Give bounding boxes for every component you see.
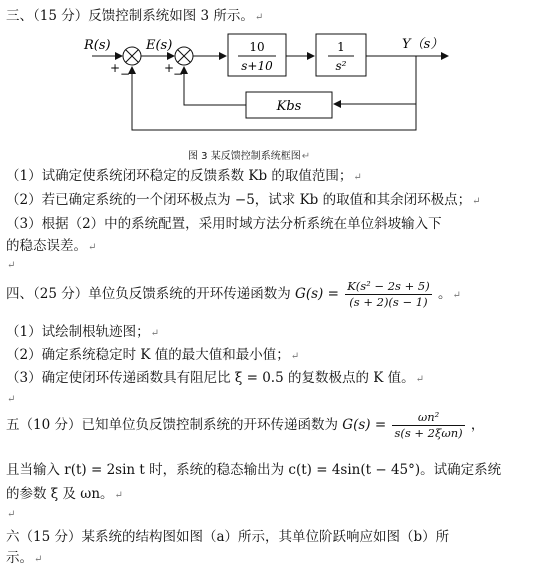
q4-item-3: （3）确定使闭环传递函数具有阻尼比 ξ = 0.5 的复数极点的 K 值。↵ bbox=[6, 370, 425, 386]
output-label: Y（s） bbox=[402, 37, 444, 52]
q4-transfer-function: $\frac{\text{K(s² − 2s + 5)}}{(s + 2)(s - 1)}$ bbox=[347, 279, 430, 309]
q5-line-2: 且当输入 r(t) = 2sin t 时，系统的稳态输出为 c(t) = 4sin(t − 45°)。试确定系统 bbox=[6, 462, 502, 478]
sum1-minus: − bbox=[120, 67, 131, 81]
q3-item-3: （3）根据（2）中的系统配置，采用时域方法分析系统在单位斜坡输入下 bbox=[6, 216, 442, 232]
summing-junction-2 bbox=[175, 47, 193, 65]
figure-caption: 图 3 某反馈控制系统框图↵ bbox=[188, 151, 311, 162]
q5-line-1: 五（10 分）已知单位负反馈控制系统的开环传递函数为 G(s) = $\frac{\text{ωn²}}{\text{s(s + 2ξωn)}}$ ， bbox=[6, 410, 485, 440]
block1-numerator: 10 bbox=[249, 40, 265, 54]
block-diagram bbox=[0, 20, 538, 145]
q5-transfer-function: $\frac{\text{ωn²}}{\text{s(s + 2ξωn)}}$ bbox=[394, 410, 463, 440]
q4-item-1: （1）试绘制根轨迹图；↵ bbox=[6, 324, 159, 340]
blank-line-2: ↵ bbox=[7, 394, 16, 405]
summing-junction-1 bbox=[123, 47, 141, 65]
block1-denominator: s+10 bbox=[241, 59, 273, 73]
sum2-plus: + bbox=[164, 61, 175, 75]
sum1-plus: + bbox=[110, 61, 121, 75]
blank-line: ↵ bbox=[7, 260, 16, 271]
feedback-block-label: Kbs bbox=[276, 99, 302, 114]
q3-item-1: （1）试确定使系统闭环稳定的反馈系数 Kb 的取值范围；↵ bbox=[6, 168, 362, 184]
q3-item-3-cont: 的稳态误差。↵ bbox=[6, 238, 97, 254]
error-label: E(s) bbox=[146, 38, 173, 53]
q3-item-2: （2）若已确定系统的一个闭环极点为 −5，试求 Kb 的取值和其余闭环极点；↵ bbox=[6, 192, 481, 208]
q6-line-2: 示。↵ bbox=[6, 550, 43, 566]
q4-item-2: （2）确定系统稳定时 K 值的最大值和最小值；↵ bbox=[6, 347, 300, 363]
sum2-minus: − bbox=[173, 67, 184, 81]
blank-line-3: ↵ bbox=[7, 509, 16, 520]
q6-line-1: 六（15 分）某系统的结构图如图（a）所示，其单位阶跃响应如图（b）所 bbox=[6, 529, 450, 545]
block2-numerator: 1 bbox=[337, 40, 345, 54]
input-label: R(s) bbox=[84, 38, 111, 53]
q5-line-3: 的参数 ξ 及 ωn。↵ bbox=[6, 486, 123, 502]
q4-header: 四、（25 分）单位负反馈系统的开环传递函数为 G(s) = $\frac{\text{K(s² − 2s + 5)}}{(s + 2)(s - 1)}$ 。↵ bbox=[6, 279, 461, 309]
q3-header: 三、（15 分）反馈控制系统如图 3 所示。↵ bbox=[6, 8, 264, 24]
block2-denominator: s² bbox=[335, 59, 347, 73]
